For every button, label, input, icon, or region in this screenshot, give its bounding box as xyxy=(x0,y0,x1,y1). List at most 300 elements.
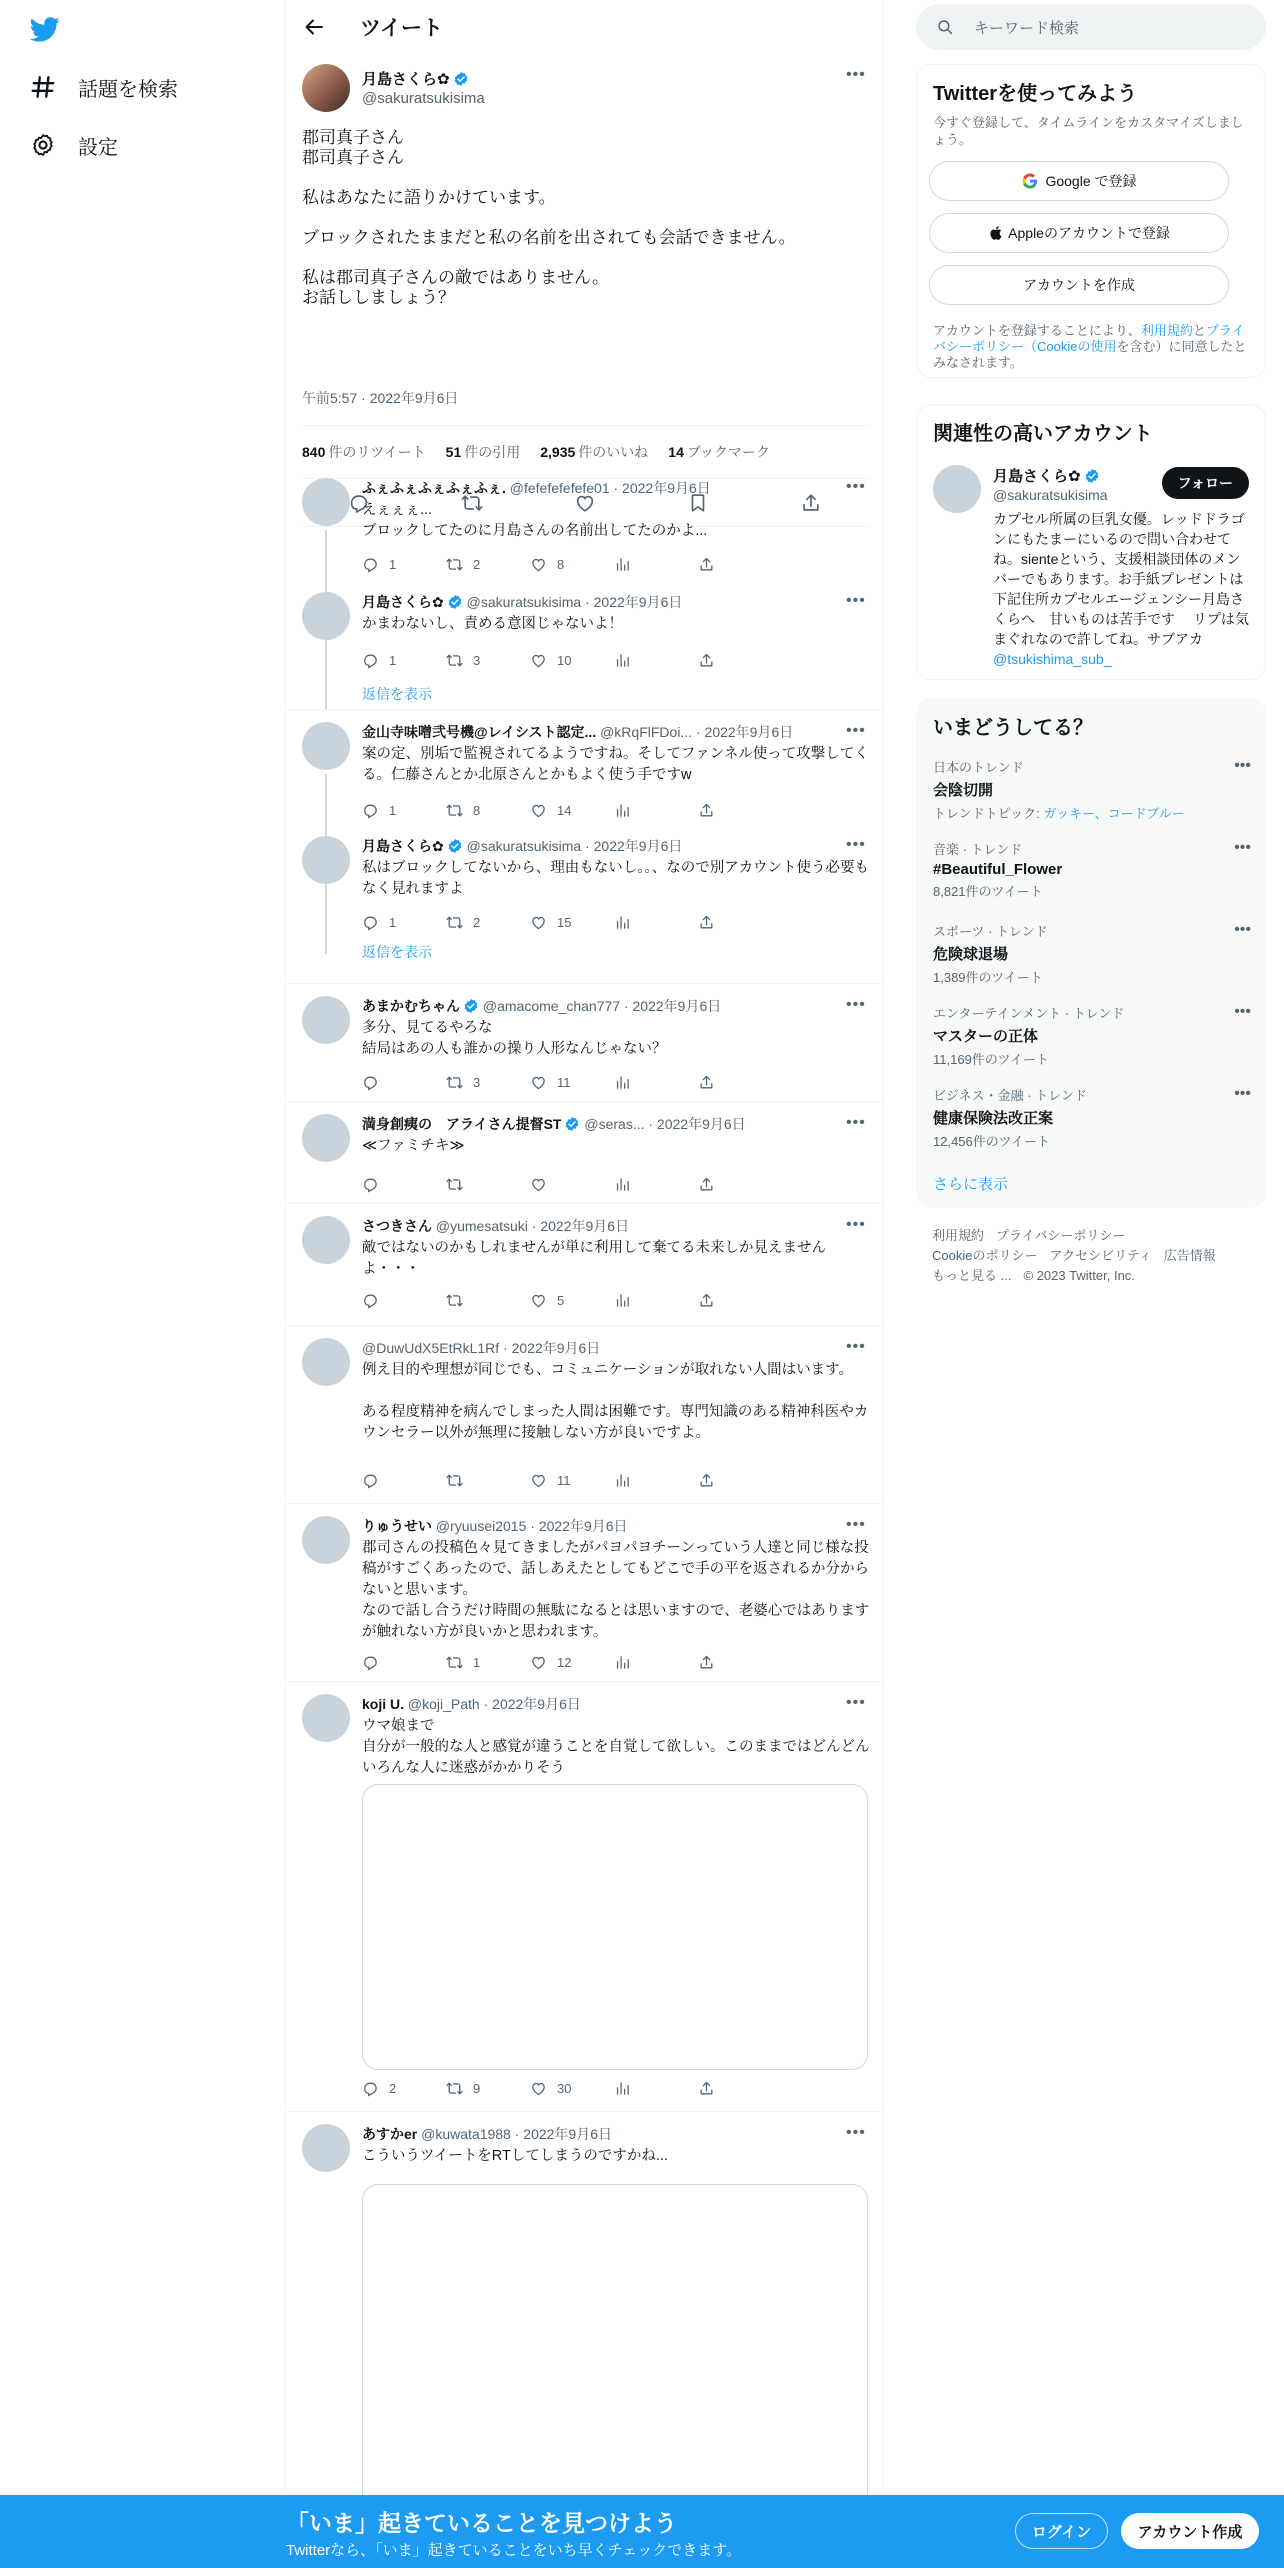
action-count: 5 xyxy=(557,1292,565,1308)
like-icon xyxy=(530,1654,547,1671)
reply-header xyxy=(362,722,842,742)
reply-author-name[interactable]: 月島さくら✿ xyxy=(362,838,444,854)
bio-link[interactable]: @tsukishima_sub_ xyxy=(993,651,1112,667)
footer-more[interactable]: もっと見る ... xyxy=(932,1268,1012,1283)
reply-author-name[interactable]: さつきさん xyxy=(362,1218,432,1234)
views-icon xyxy=(614,2080,631,2097)
reply-text xyxy=(362,1538,872,1643)
tweet-timestamp[interactable]: 午前5:57 · 2022年9月6日 xyxy=(302,390,459,406)
trends-show-more[interactable]: さらに表示 xyxy=(933,1176,1009,1193)
retweet-icon xyxy=(446,1074,463,1091)
author-name[interactable]: 月島さくら✿ xyxy=(362,68,469,89)
signup-card xyxy=(916,64,1266,378)
reply-action[interactable] xyxy=(362,1072,446,1092)
like-icon xyxy=(530,914,547,931)
like-action[interactable] xyxy=(530,1072,614,1092)
main-column xyxy=(286,0,884,2568)
views-action[interactable] xyxy=(614,2078,698,2098)
gear-icon xyxy=(28,130,58,160)
reply-header xyxy=(362,1114,842,1134)
reply-line: 例え目的や理想が同じでも、コミュニケーションが取れない人間はいます。 xyxy=(362,1362,853,1378)
action-count: 3 xyxy=(473,1074,481,1090)
tweet-line xyxy=(302,168,868,188)
avatar[interactable] xyxy=(302,836,350,884)
like-icon xyxy=(530,2080,547,2097)
reply-action[interactable] xyxy=(362,1652,446,1672)
like-icon xyxy=(530,802,547,819)
like-action[interactable] xyxy=(530,800,614,820)
views-icon xyxy=(614,914,631,931)
reply-text xyxy=(362,1360,872,1444)
reply-header xyxy=(362,2124,842,2144)
action-count: 3 xyxy=(473,652,481,668)
reply-icon xyxy=(362,1472,379,1489)
reply-meta[interactable]: @DuwUdX5EtRkL1Rf · 2022年9月6日 xyxy=(362,1340,601,1356)
search-placeholder: キーワード検索 xyxy=(974,19,1080,37)
show-replies-link[interactable]: 返信を表示 xyxy=(362,944,432,960)
footer-ads[interactable]: 広告情報 xyxy=(1163,1248,1216,1263)
reply-header xyxy=(362,1694,842,1714)
verified-icon xyxy=(453,71,469,87)
reply-meta[interactable]: @kRqFlFDoi... · 2022年9月6日 xyxy=(600,724,794,740)
more-icon[interactable]: ••• xyxy=(846,1114,866,1131)
action-count: 2 xyxy=(473,914,481,930)
retweet-action[interactable] xyxy=(446,1072,530,1092)
views-action[interactable] xyxy=(614,1652,698,1672)
retweet-icon xyxy=(446,2080,463,2097)
action-count: 10 xyxy=(557,652,572,668)
action-count: 1 xyxy=(473,1654,481,1670)
trend-item[interactable]: 音楽 · トレンド #Beautiful_Flower 8,821件のツイート ••• xyxy=(933,839,1251,899)
reply-icon xyxy=(362,1074,379,1091)
like-action[interactable] xyxy=(530,1174,614,1194)
back-arrow-icon[interactable] xyxy=(302,15,326,39)
more-icon[interactable]: ••• xyxy=(846,1516,866,1533)
verified-icon xyxy=(1084,468,1100,484)
related-bio: カプセル所属の巨乳女優。レッドドラゴンにもたまーにいるので問い合わせてね。sienteという、支援相談団体のメンバーでもあります。お手紙プレゼントは下記住所カプセルエージェンシー月島さくらへ 甘いものは苦手です リプは気まぐれなので許してね。サブアカ@tsukishima_sub_ xyxy=(993,511,1249,667)
reply-actions xyxy=(362,1290,782,1310)
tweet-line: 郡司真子さん xyxy=(302,128,404,147)
avatar[interactable] xyxy=(933,465,981,513)
avatar[interactable] xyxy=(302,478,350,526)
retweet-action[interactable] xyxy=(446,2078,530,2098)
action-count: 8 xyxy=(473,802,481,818)
like-icon xyxy=(530,652,547,669)
reply-header xyxy=(362,836,842,856)
reply-text xyxy=(362,1018,872,1060)
like-action[interactable] xyxy=(530,554,614,574)
avatar[interactable] xyxy=(302,1516,350,1564)
more-icon[interactable]: ••• xyxy=(846,1216,866,1233)
views-icon xyxy=(614,556,631,573)
tweet-line: 郡司真子さん xyxy=(302,148,404,167)
reply-author-name[interactable]: 満身創痍の アライさん提督ST xyxy=(362,1116,562,1132)
avatar[interactable] xyxy=(302,1338,350,1386)
avatar[interactable] xyxy=(302,1694,350,1742)
verified-icon xyxy=(447,594,463,610)
reply-line: えぇぇぇ... xyxy=(362,502,433,518)
footer-privacy[interactable]: プライバシーポリシー xyxy=(996,1228,1126,1243)
views-action[interactable] xyxy=(614,650,698,670)
reply-icon xyxy=(362,2080,379,2097)
more-icon[interactable]: ••• xyxy=(1234,1003,1251,1020)
reply-text xyxy=(362,1136,872,1157)
reply-meta[interactable]: @amacome_chan777 · 2022年9月6日 xyxy=(482,998,722,1014)
views-action[interactable] xyxy=(614,1174,698,1194)
twitter-logo-icon[interactable] xyxy=(28,14,62,44)
reply-tweet[interactable] xyxy=(286,2112,884,2532)
action-count: 1 xyxy=(389,914,397,930)
like-icon xyxy=(530,1176,547,1193)
trend-item[interactable]: ビジネス・金融 · トレンド 健康保険法改正案 12,456件のツイート ••• xyxy=(933,1085,1251,1149)
signup-subtitle: 今すぐ登録して、タイムラインをカスタマイズしましょう。 xyxy=(933,115,1244,147)
share-action[interactable] xyxy=(698,1072,782,1092)
action-count: 1 xyxy=(389,556,397,572)
more-icon[interactable]: ••• xyxy=(846,836,866,853)
trends-title: いまどうしてる？ xyxy=(933,717,1093,739)
footer-cookie[interactable]: Cookieのポリシー xyxy=(932,1248,1038,1263)
follow-button[interactable]: フォロー xyxy=(1162,467,1249,499)
reply-meta[interactable]: @sakuratsukisima · 2022年9月6日 xyxy=(466,594,683,610)
share-action[interactable] xyxy=(698,1174,782,1194)
terms-link[interactable]: 利用規約 xyxy=(1140,323,1193,338)
views-action[interactable] xyxy=(614,800,698,820)
more-icon[interactable]: ••• xyxy=(1234,921,1251,938)
more-icon[interactable]: ••• xyxy=(846,66,866,83)
nav-explore[interactable] xyxy=(28,62,178,112)
footer-copyright: © 2023 Twitter, Inc. xyxy=(1023,1268,1135,1283)
banner-subtitle: Twitterなら、「いま」起きていることをいち早くチェックできます。 xyxy=(286,2542,742,2559)
reply-meta[interactable]: @koji_Path · 2022年9月6日 xyxy=(407,1696,581,1712)
share-action[interactable] xyxy=(698,650,782,670)
action-count: 30 xyxy=(557,2080,572,2096)
retweet-action[interactable] xyxy=(446,554,530,574)
signup-title: Twitterを使ってみよう xyxy=(933,83,1138,105)
reply-line: ある程度精神を病んでしまった人間は困難です。専門知識のある精神科医やカウンセラー以外が無理に接触しない方が良いですよ。 xyxy=(362,1404,869,1441)
signup-button[interactable]: アカウント作成 xyxy=(1121,2513,1259,2549)
tweet-line xyxy=(302,208,868,228)
views-action[interactable] xyxy=(614,1290,698,1310)
signup-banner xyxy=(0,2495,1284,2568)
more-icon[interactable]: ••• xyxy=(846,722,866,739)
reply-icon xyxy=(362,802,379,819)
like-action[interactable] xyxy=(530,912,614,932)
action-count: 11 xyxy=(557,1074,571,1090)
reply-tweet[interactable] xyxy=(286,824,884,984)
reply-tweet[interactable] xyxy=(286,984,884,1102)
reply-author-name[interactable]: りゅうせい xyxy=(362,1518,432,1534)
more-icon[interactable]: ••• xyxy=(846,2124,866,2141)
reply-actions xyxy=(362,912,782,932)
search-input[interactable] xyxy=(916,4,1266,50)
tweet-line: ブロックされたままだと私の名前を出されても会話できません。 xyxy=(302,228,796,247)
share-icon xyxy=(698,652,715,669)
more-icon[interactable]: ••• xyxy=(846,1338,866,1355)
more-icon[interactable]: ••• xyxy=(846,1694,866,1711)
page-title: ツイート xyxy=(360,16,443,40)
avatar[interactable] xyxy=(302,592,350,640)
reply-header xyxy=(362,1216,842,1236)
like-icon xyxy=(530,556,547,573)
reply-header xyxy=(362,1338,842,1358)
reply-author-name[interactable]: あまかむちゃん xyxy=(362,998,460,1014)
like-action[interactable] xyxy=(530,1652,614,1672)
share-icon xyxy=(698,1292,715,1309)
apple-signup-button[interactable]: Appleのアカウントで登録 xyxy=(929,213,1229,253)
show-replies-link[interactable]: 返信を表示 xyxy=(362,686,432,702)
retweet-icon xyxy=(446,802,463,819)
reply-meta[interactable]: @fefefefefefe01 · 2022年9月6日 xyxy=(509,480,711,496)
reply-tweet[interactable] xyxy=(286,1504,884,1682)
like-icon xyxy=(530,1472,547,1489)
reply-icon xyxy=(362,556,379,573)
retweet-icon xyxy=(446,1176,463,1193)
reply-text xyxy=(362,1238,872,1280)
quote-count[interactable]: 51 件の引用 xyxy=(445,444,521,460)
reply-actions xyxy=(362,650,782,670)
related-name[interactable]: 月島さくら✿ xyxy=(993,465,1100,486)
reply-header xyxy=(362,592,842,612)
retweet-icon xyxy=(446,1472,463,1489)
reply-actions xyxy=(362,1470,782,1490)
nav-settings[interactable] xyxy=(28,120,118,170)
retweet-icon xyxy=(446,652,463,669)
tweet-text xyxy=(302,128,868,308)
share-icon xyxy=(698,914,715,931)
reply-tweet[interactable] xyxy=(286,466,884,580)
reply-line: 私はブロックしてないから、理由もないし。。、なので別アカウント使う必要もなく見れますよ xyxy=(362,860,870,897)
reply-action[interactable] xyxy=(362,650,446,670)
reply-icon xyxy=(362,1292,379,1309)
author-handle[interactable]: @sakuratsukisima xyxy=(362,90,485,107)
reply-icon xyxy=(362,1176,379,1193)
google-icon xyxy=(1021,172,1039,190)
reply-actions xyxy=(362,1072,782,1092)
like-action[interactable] xyxy=(530,2078,614,2098)
share-action[interactable] xyxy=(698,1470,782,1490)
retweet-action[interactable] xyxy=(446,1470,530,1490)
action-count: 12 xyxy=(557,1654,572,1670)
trends-card xyxy=(916,698,1266,1208)
footer-terms[interactable]: 利用規約 xyxy=(932,1228,985,1243)
like-icon xyxy=(530,1292,547,1309)
reply-header xyxy=(362,1516,842,1536)
tweet-line xyxy=(302,248,868,268)
reply-line: ウマ娘まで xyxy=(362,1718,435,1734)
tweet-line: 私は郡司真子さんの敵ではありません。 xyxy=(302,268,610,287)
retweet-count[interactable]: 840 件のリツイート xyxy=(302,444,426,460)
verified-icon xyxy=(447,838,463,854)
views-icon xyxy=(614,1176,631,1193)
avatar[interactable] xyxy=(302,1216,350,1264)
action-count: 11 xyxy=(557,1472,571,1488)
reply-header xyxy=(362,478,842,498)
reply-action[interactable] xyxy=(362,1290,446,1310)
reply-text xyxy=(362,744,872,786)
reply-tweet[interactable] xyxy=(286,710,884,824)
action-count: 2 xyxy=(473,556,481,572)
reply-line: 案の定、別垢で監視されてるようですね。そしてファンネル使って攻撃してくる。仁藤さんとか北原さんとかもよく使う手ですw xyxy=(362,746,869,783)
reply-line: ブロックしてたのに月島さんの名前出してたのかよ... xyxy=(362,523,708,539)
trend-item[interactable]: スポーツ · トレンド 危険球退場 1,389件のツイート ••• xyxy=(933,921,1251,985)
create-account-button[interactable]: アカウントを作成 xyxy=(929,265,1229,305)
avatar[interactable] xyxy=(302,64,350,112)
views-icon xyxy=(614,1472,631,1489)
reply-tweet[interactable] xyxy=(286,1326,884,1504)
privacy-link[interactable]: プライバシーポリシー（Cookieの使用 xyxy=(933,323,1245,354)
reply-line: 自分が一般的な人と感覚が違うことを自覚して欲しい。このままではどんどんいろんな人に迷惑がかかりそう xyxy=(362,1739,870,1776)
media-card[interactable] xyxy=(362,1784,868,2070)
share-icon xyxy=(698,2080,715,2097)
avatar[interactable] xyxy=(302,996,350,1044)
retweet-icon xyxy=(446,914,463,931)
reply-meta[interactable]: @kuwata1988 · 2022年9月6日 xyxy=(421,2126,612,2142)
retweet-action[interactable] xyxy=(446,912,530,932)
reply-actions xyxy=(362,2078,782,2098)
reply-action[interactable] xyxy=(362,2078,446,2098)
share-icon xyxy=(698,1176,715,1193)
trend-item[interactable]: 日本のトレンド 会陰切開 トレンドトピック: ガッキー、コードブルー ••• xyxy=(933,757,1251,821)
share-action[interactable] xyxy=(698,800,782,820)
reply-line: 郡司さんの投稿色々見てきましたがパヨパヨチーンっていう人達と同じ様な投稿がすごくあったので、話しあえたとしてもどこで手の平を返されるか分からないと思います。 xyxy=(362,1540,870,1598)
views-icon xyxy=(614,802,631,819)
share-icon xyxy=(698,1074,715,1091)
reply-tweet[interactable] xyxy=(286,1102,884,1204)
reply-author-name[interactable]: あすかer xyxy=(362,2126,418,2142)
apple-icon xyxy=(988,224,1004,242)
action-count: 2 xyxy=(389,2080,397,2096)
reply-icon xyxy=(362,914,379,931)
reply-tweet[interactable] xyxy=(286,1682,884,2112)
avatar[interactable] xyxy=(302,722,350,770)
reply-action[interactable] xyxy=(362,1470,446,1490)
reply-tweet[interactable] xyxy=(286,580,884,710)
more-icon[interactable]: ••• xyxy=(846,478,866,495)
banner-title: 「いま」起きていることを見つけよう xyxy=(286,2510,677,2536)
share-action[interactable] xyxy=(698,1652,782,1672)
reply-action[interactable] xyxy=(362,1174,446,1194)
views-icon xyxy=(614,652,631,669)
action-count: 1 xyxy=(389,652,397,668)
reply-actions xyxy=(362,554,782,574)
reply-meta[interactable]: @ryuusei2015 · 2022年9月6日 xyxy=(435,1518,628,1534)
avatar[interactable] xyxy=(302,2124,350,2172)
reply-icon xyxy=(362,652,379,669)
tweet-line: 私はあなたに語りかけています。 xyxy=(302,188,556,207)
like-action[interactable] xyxy=(530,1290,614,1310)
reply-meta[interactable]: @seras... · 2022年9月6日 xyxy=(584,1116,746,1132)
views-icon xyxy=(614,1074,631,1091)
avatar[interactable] xyxy=(302,1114,350,1162)
verified-icon xyxy=(564,1116,580,1132)
page-header xyxy=(286,0,884,53)
retweet-icon xyxy=(446,1654,463,1671)
retweet-action[interactable] xyxy=(446,800,530,820)
bookmark-count[interactable]: 14 ブックマーク xyxy=(668,444,770,460)
media-card[interactable] xyxy=(362,2184,868,2524)
action-count: 14 xyxy=(557,802,572,818)
retweet-action[interactable] xyxy=(446,1290,530,1310)
action-count: 8 xyxy=(557,556,565,572)
reply-action[interactable] xyxy=(362,800,446,820)
reply-icon xyxy=(362,1654,379,1671)
left-navigation xyxy=(0,0,286,2568)
reply-actions xyxy=(362,800,782,820)
reply-author-name[interactable]: 月島さくら✿ xyxy=(362,594,444,610)
retweet-icon xyxy=(446,556,463,573)
reply-author-name[interactable]: koji U. xyxy=(362,1696,405,1712)
retweet-icon xyxy=(446,1292,463,1309)
views-action[interactable] xyxy=(614,554,698,574)
reply-header xyxy=(362,996,842,1016)
reply-line: 結局はあの人も誰かの操り人形なんじゃない？ xyxy=(362,1041,667,1057)
more-icon[interactable]: ••• xyxy=(846,996,866,1013)
reply-actions xyxy=(362,1174,782,1194)
hashtag-icon xyxy=(28,72,58,102)
views-action[interactable] xyxy=(614,1470,698,1490)
views-action[interactable] xyxy=(614,912,698,932)
like-count[interactable]: 2,935 件のいいね xyxy=(540,444,649,460)
reply-actions xyxy=(362,1652,782,1672)
share-action[interactable] xyxy=(698,554,782,574)
more-icon[interactable]: ••• xyxy=(846,592,866,609)
tweet-line: お話ししましょう？ xyxy=(302,288,455,307)
like-icon xyxy=(530,1074,547,1091)
reply-action[interactable] xyxy=(362,554,446,574)
google-signup-button[interactable]: Google で登録 xyxy=(929,161,1229,201)
reply-author-name[interactable]: ふぇふぇふぇふぇふぇ. xyxy=(362,480,506,496)
reply-action[interactable] xyxy=(362,912,446,932)
share-action[interactable] xyxy=(698,912,782,932)
reply-line: なので話し合うだけ時間の無駄になるとは思いますので、老婆心ではありますが触れない方が良いかと思われます。 xyxy=(362,1603,870,1640)
more-icon[interactable]: ••• xyxy=(1234,757,1251,774)
views-icon xyxy=(614,1292,631,1309)
related-handle[interactable]: @sakuratsukisima xyxy=(993,487,1108,503)
more-icon[interactable]: ••• xyxy=(1234,1085,1251,1102)
nav-explore-label: 話題を検索 xyxy=(78,78,178,101)
share-action[interactable] xyxy=(698,2078,782,2098)
reply-line: 敵ではないのかもしれませんが単に利用して棄てる未来しか見えませんよ・・・ xyxy=(362,1240,826,1277)
share-icon xyxy=(698,802,715,819)
reply-line: ≪ファミチキ≫ xyxy=(362,1138,465,1154)
action-count: 9 xyxy=(473,2080,481,2096)
reply-meta[interactable]: @yumesatsuki · 2022年9月6日 xyxy=(435,1218,630,1234)
action-count: 15 xyxy=(557,914,572,930)
views-action[interactable] xyxy=(614,1072,698,1092)
search-icon xyxy=(936,18,954,36)
trend-item[interactable]: エンターテインメント · トレンド マスターの正体 11,169件のツイート ••• xyxy=(933,1003,1251,1067)
reply-meta[interactable]: @sakuratsukisima · 2022年9月6日 xyxy=(466,838,683,854)
reply-author-name[interactable]: 金山寺味噌弐号機@レイシスト認定... xyxy=(362,724,597,740)
related-title: 関連性の高いアカウント xyxy=(933,423,1153,445)
retweet-action[interactable] xyxy=(446,650,530,670)
like-action[interactable] xyxy=(530,650,614,670)
reply-line: かまわないし、責める意図じゃないよ！ xyxy=(362,616,623,632)
like-action[interactable] xyxy=(530,1470,614,1490)
retweet-action[interactable] xyxy=(446,1174,530,1194)
reply-text xyxy=(362,858,872,900)
reply-tweet[interactable] xyxy=(286,1204,884,1326)
footer-links xyxy=(932,1226,1262,1286)
footer-accessibility[interactable]: アクセシビリティ xyxy=(1049,1248,1152,1263)
retweet-action[interactable] xyxy=(446,1652,530,1672)
reply-text xyxy=(362,614,872,635)
action-count: 1 xyxy=(389,802,397,818)
share-action[interactable] xyxy=(698,1290,782,1310)
reply-text xyxy=(362,500,872,542)
login-button[interactable]: ログイン xyxy=(1015,2513,1108,2549)
more-icon[interactable]: ••• xyxy=(1234,839,1251,856)
